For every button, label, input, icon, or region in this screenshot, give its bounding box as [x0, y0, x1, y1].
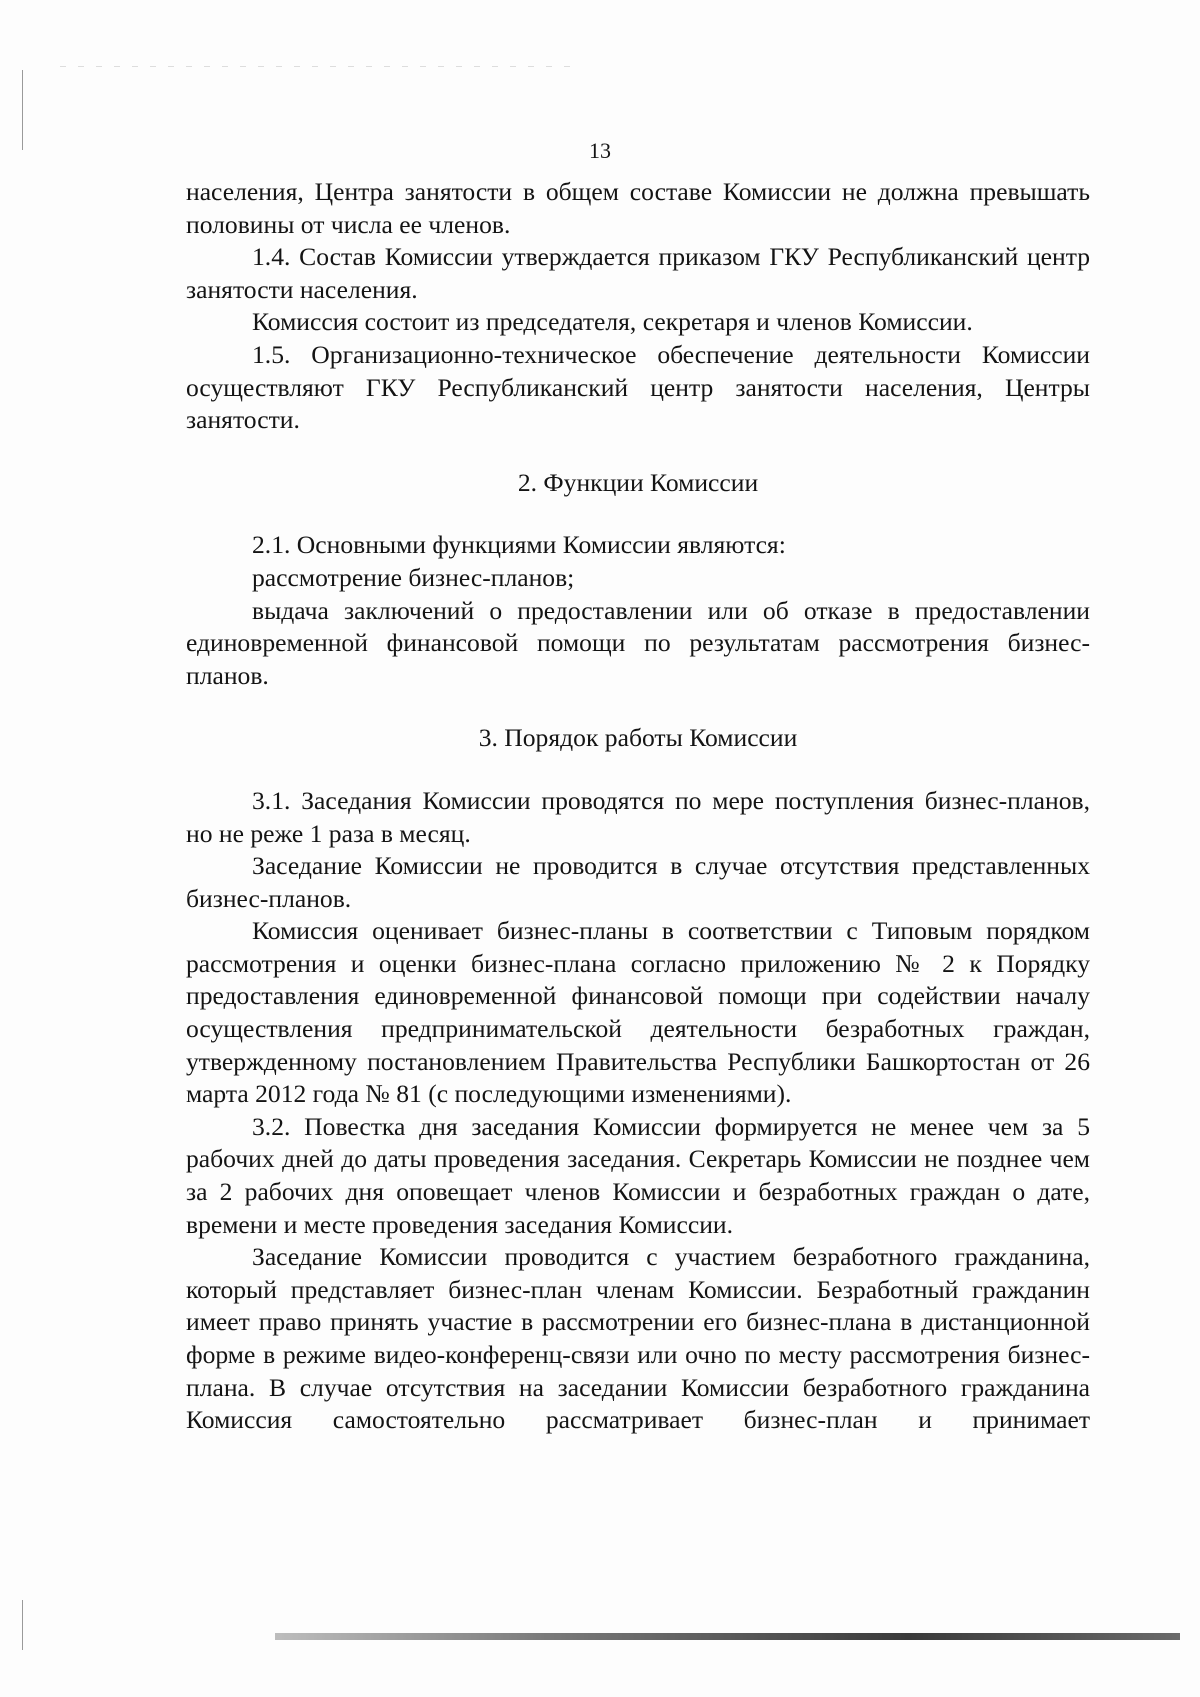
- paragraph-1-4: 1.4. Состав Комиссии утверждается приказом ГКУ Республиканский центр занятости населения.: [186, 242, 1090, 304]
- page-number: 13: [589, 138, 611, 163]
- paragraph: Заседание Комиссии не проводится в случае отсутствия представленных бизнес-планов.: [186, 851, 1090, 913]
- paragraph: Заседание Комиссии проводится с участием безработного гражданина, который представляет бизнес-план членам Комиссии. Безработный гражданин имеет право принять участие в рассмотрении его бизнес-плана в дистанционной форме в режиме видео-конференц-связи или очно по месту рассмотрения бизнес-плана. В случае отсутствия на заседании Комиссии безработного гражданина Комиссия самостоятельно рассматривает бизнес-план и принимает: [186, 1242, 1090, 1435]
- paragraph-3-1: 3.1. Заседания Комиссии проводятся по мере поступления бизнес-планов, но не реже 1 раза в месяц.: [186, 785, 1090, 848]
- scan-noise: [60, 66, 580, 67]
- list-item: рассмотрение бизнес-планов;: [252, 562, 575, 592]
- paragraph-2-1: 2.1. Основными функциями Комиссии являются:: [252, 530, 786, 560]
- section-heading-3: 3. Порядок работы Комиссии: [478, 723, 798, 753]
- paragraph: Комиссия оценивает бизнес-планы в соответствии с Типовым порядком рассмотрения и оценки бизнес-плана согласно приложению № 2 к Порядку предоставления единовременной финансовой помощи при содействии началу осуществления предпринимательской деятельности безработных граждан, утвержденному постановлением Правительства Республики Башкортостан от 26 марта 2012 года № 81 (с последующими изменениями).: [186, 916, 1090, 1109]
- paragraph: населения, Центра занятости в общем составе Комиссии не должна превышать половины от числа ее членов.: [186, 177, 1090, 239]
- list-item: выдача заключений о предоставлении или об отказе в предоставлении единовременной финансовой помощи по результатам рассмотрения бизнес-планов.: [186, 595, 1090, 690]
- paragraph-3-2: 3.2. Повестка дня заседания Комиссии формируется не менее чем за 5 рабочих дней до даты проведения заседания. Секретарь Комиссии не позднее чем за 2 рабочих дня оповещает членов Комиссии и безработных граждан о дате, времени и месте проведения заседания Комиссии.: [186, 1111, 1090, 1239]
- section-heading-2: 2. Функции Комиссии: [517, 467, 759, 497]
- paragraph-1-5: 1.5. Организационно-техническое обеспечение деятельности Комиссии осуществляют ГКУ Республиканский центр занятости населения, Центры занятости.: [186, 339, 1090, 435]
- scan-edge-mark: [22, 1600, 23, 1650]
- scan-bottom-bar: [275, 1633, 1180, 1640]
- document-body: [186, 176, 1090, 1437]
- paragraph: Комиссия состоит из председателя, секретаря и членов Комиссии.: [252, 307, 973, 337]
